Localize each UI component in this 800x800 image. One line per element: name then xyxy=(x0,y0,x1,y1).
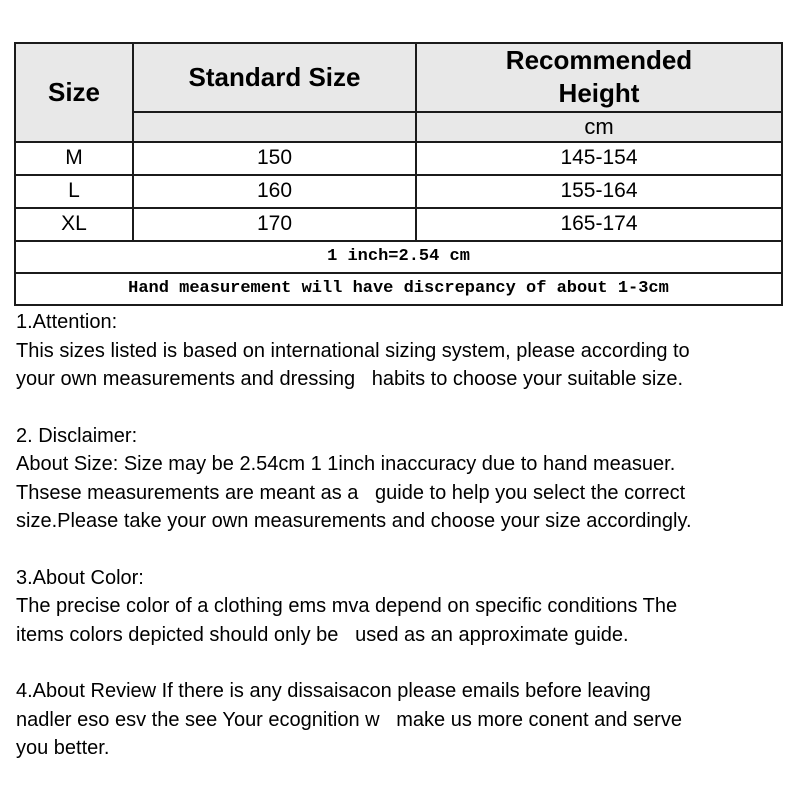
table-note-row xyxy=(15,241,782,273)
cell-recommended-height: 165-174 xyxy=(416,208,782,241)
cell-standard-size: 150 xyxy=(133,142,416,175)
column-header-recommended-height xyxy=(416,43,782,112)
section-line: The precise color of a clothing ems mva depend on specific conditions The xyxy=(16,595,678,617)
unit-cell-standard-size xyxy=(133,112,416,142)
section-heading: 3.About Color: xyxy=(16,566,144,589)
table-row xyxy=(15,208,782,241)
table-row xyxy=(15,175,782,208)
cell-standard-size: 160 xyxy=(133,175,416,208)
section-line: you better. xyxy=(16,737,110,759)
table-note-row xyxy=(15,273,782,305)
column-header-recommended-height-label: Recommended Height xyxy=(505,45,693,109)
section-line: items colors depicted should only be used as an approximate guide. xyxy=(16,623,629,646)
cell-size: L xyxy=(15,175,133,208)
cell-standard-size: 170 xyxy=(133,208,416,241)
table-row xyxy=(15,142,782,175)
unit-cell-recommended-height: cm xyxy=(416,112,782,142)
note-inch-conversion: 1 inch=2.54 cm xyxy=(15,241,782,273)
cell-size: XL xyxy=(15,208,133,241)
section-line: About Size: Size may be 2.54cm 1 1inch inaccuracy due to hand measuer. xyxy=(16,453,676,475)
section-heading: 4.About Review If there is any dissaisacon please emails before leaving xyxy=(16,680,651,702)
note-hand-measurement: Hand measurement will have discrepancy of about 1-3cm xyxy=(15,273,782,305)
section-attention xyxy=(16,308,776,394)
section-line: your own measurements and dressing habits to choose your suitable size. xyxy=(16,368,684,390)
section-about-color xyxy=(16,564,776,650)
section-heading: 1.Attention: xyxy=(16,311,118,333)
section-about-review xyxy=(16,677,776,763)
section-heading: 2. Disclaimer: xyxy=(16,424,138,447)
section-line: This sizes listed is based on international sizing system, please according to xyxy=(16,339,690,362)
table-header-row xyxy=(15,43,782,112)
column-header-size: Size xyxy=(15,43,133,142)
notes-text-block xyxy=(16,308,776,791)
section-disclaimer xyxy=(16,422,776,536)
section-line: Thsese measurements are meant as a guide to help you select the correct xyxy=(16,481,686,504)
size-chart-table xyxy=(14,42,783,306)
section-line: nadler eso esv the see Your ecognition w make us more conent and serve xyxy=(16,708,682,731)
section-line: size.Please take your own measurements and choose your size accordingly. xyxy=(16,510,692,532)
cell-size: M xyxy=(15,142,133,175)
column-header-standard-size: Standard Size xyxy=(133,43,416,112)
cell-recommended-height: 145-154 xyxy=(416,142,782,175)
cell-recommended-height: 155-164 xyxy=(416,175,782,208)
